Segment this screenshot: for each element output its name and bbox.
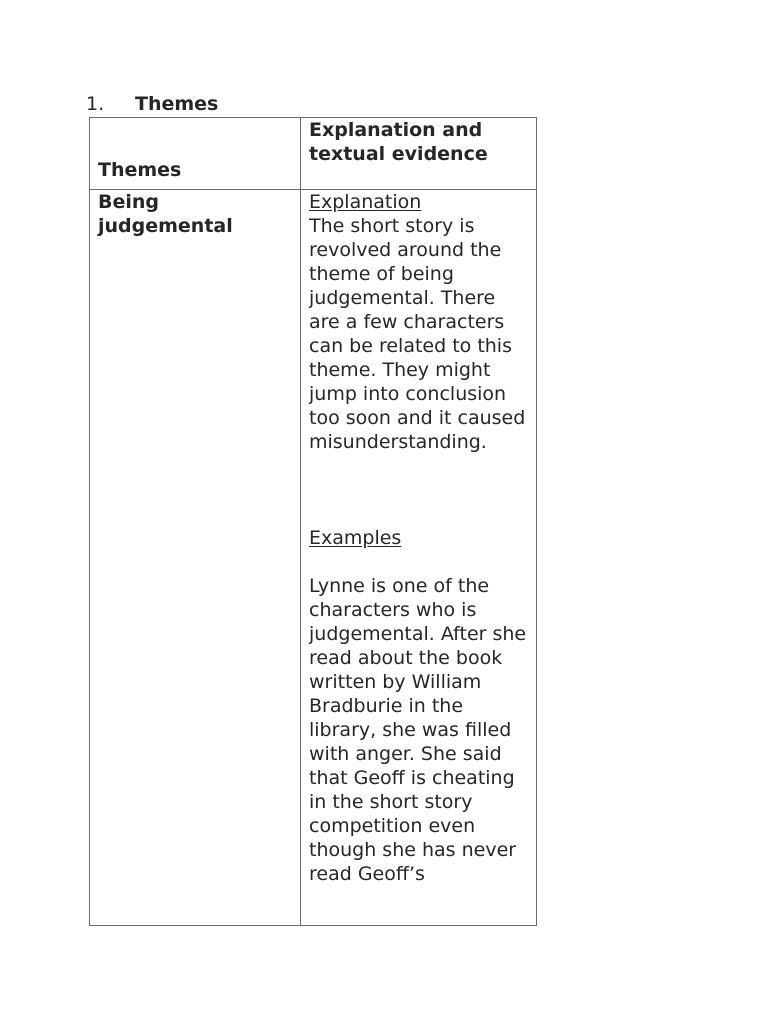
themes-table [89, 117, 537, 926]
header-explanation: Explanation and textual evidence [301, 118, 537, 190]
section-number: 1. [86, 93, 105, 115]
examples-label: Examples [309, 527, 402, 549]
table-header-row [90, 118, 537, 190]
examples-text: Lynne is one of the characters who is judgemental. After she read about the book written by William Bradburie in the library, she was filled with anger. She said that Geoff is cheating in the short story competition even though she has never read Geoff’s [309, 575, 527, 885]
table-row [90, 190, 537, 926]
spacer [309, 454, 528, 526]
spacer [309, 550, 528, 574]
section-heading [86, 92, 218, 116]
explanation-text: The short story is revolved around the theme of being judgemental. There are a few characters can be related to this theme. They might jump into conclusion too soon and it caused misunderstanding. [309, 215, 526, 453]
header-themes: Themes [90, 118, 301, 190]
explanation-cell [301, 190, 537, 926]
explanation-label: Explanation [309, 191, 422, 213]
theme-cell [90, 190, 301, 926]
theme-name: Being judgemental [98, 191, 233, 237]
section-title: Themes [135, 93, 219, 115]
